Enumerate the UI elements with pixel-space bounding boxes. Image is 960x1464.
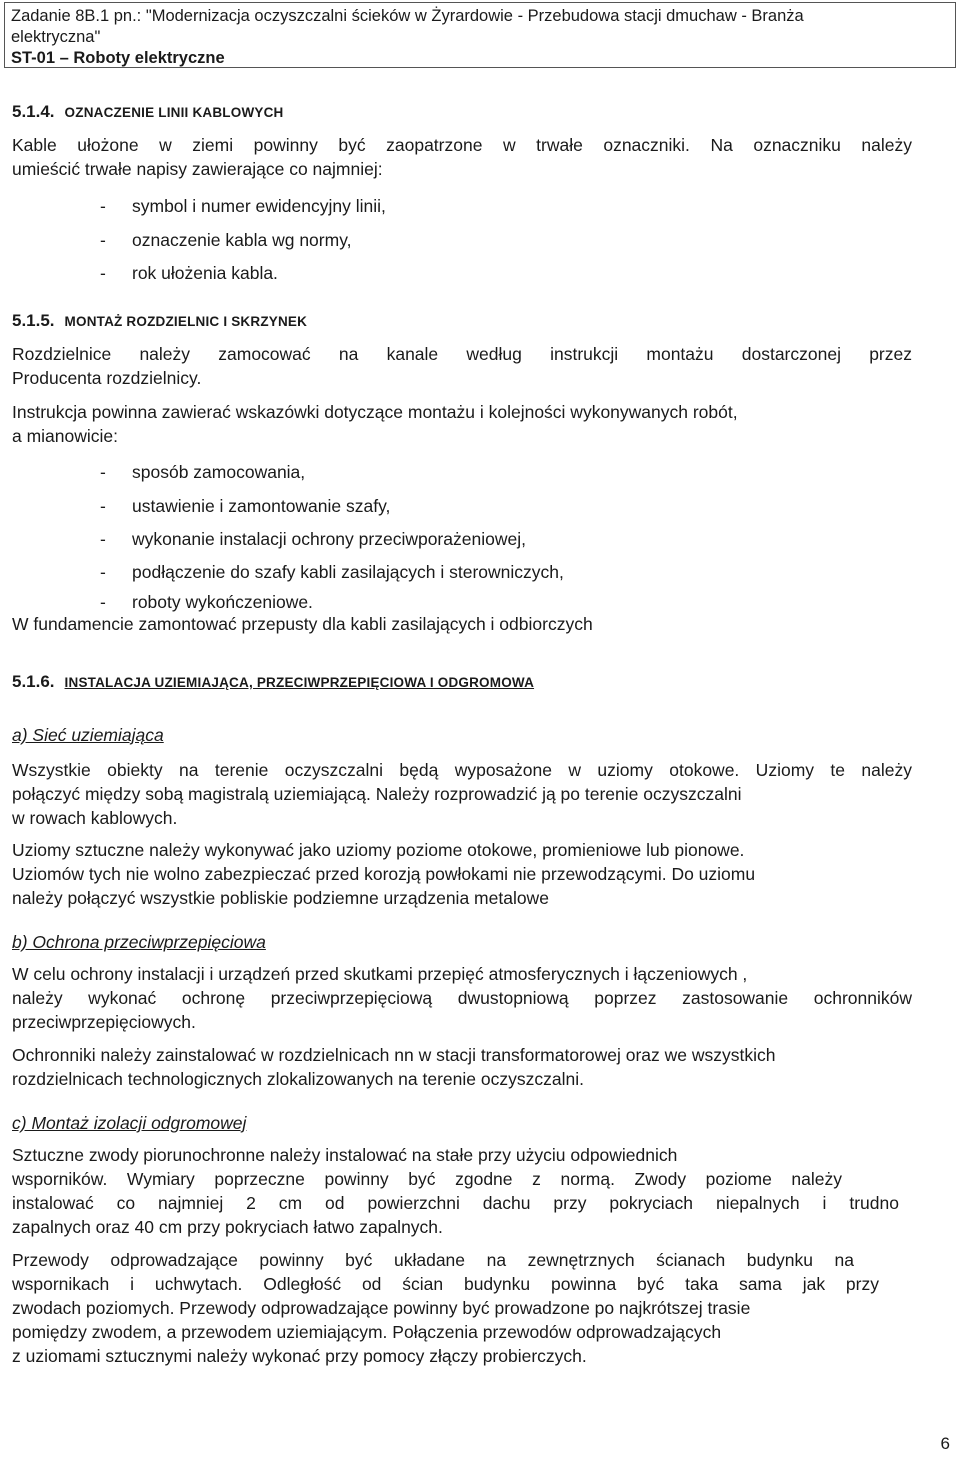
paragraph-line: instalować co najmniej 2 cm od powierzchni dachu przy pokryciach niepalnych i trudno [12,1193,899,1213]
paragraph-line: zapalnych oraz 40 cm przy pokryciach łatwo zapalnych. [12,1217,443,1237]
list-item: - rok ułożenia kabla. [100,263,278,283]
paragraph-line: należy wykonać ochronę przeciwprzepięciową dwustopniową poprzez zastosowanie ochronników [12,988,912,1008]
section-heading-514 [12,100,284,125]
subsection-title: a) Sieć uziemiająca [12,725,164,745]
paragraph-line: wsporników. Wymiary poprzeczne powinny być zgodne z normą. Zwody poziome należy [12,1169,842,1189]
paragraph-line: połączyć między sobą magistralą uziemiającą. Należy rozprowadzić ją po terenie oczyszczalni [12,784,742,804]
page-number: 6 [940,1434,950,1453]
paragraph-line: z uziomami sztucznymi należy wykonać przy pomocy złączy probierczych. [12,1346,587,1366]
list-item: - symbol i numer ewidencyjny linii, [100,196,386,216]
paragraph-line: a mianowicie: [12,426,119,446]
paragraph-line: należy połączyć wszystkie pobliskie podziemne urządzenia metalowe [12,888,549,908]
paragraph-line: W fundamencie zamontować przepusty dla kabli zasilających i odbiorczych [12,614,593,634]
paragraph-line: przeciwprzepięciowych. [12,1012,196,1032]
header-subtitle: ST-01 – Roboty elektryczne [11,49,225,67]
paragraph-line: Instrukcja powinna zawierać wskazówki dotyczące montażu i kolejności wykonywanych robót, [12,402,738,422]
list-item: - sposób zamocowania, [100,462,306,482]
paragraph-line: Rozdzielnice należy zamocować na kanale według instrukcji montażu dostarczonej przez [12,344,912,364]
header-title-line1: Zadanie 8B.1 pn.: "Modernizacja oczyszczalni ścieków w Żyrardowie - Przebudowa stacji dmuchaw - Branża [11,7,804,25]
list-item: - podłączenie do szafy kabli zasilających i sterowniczych, [100,562,564,582]
paragraph-line: Producenta rozdzielnicy. [12,368,202,388]
paragraph-line: w rowach kablowych. [12,808,178,828]
list-item: - wykonanie instalacji ochrony przeciwporażeniowej, [100,529,526,549]
list-item: - oznaczenie kabla wg normy, [100,230,352,250]
list-item: - ustawienie i zamontowanie szafy, [100,496,391,516]
header-title-line2: elektryczna" [11,28,101,46]
paragraph-line: rozdzielnicach technologicznych zlokalizowanych na terenie oczyszczalni. [12,1069,584,1089]
paragraph-line: Kable ułożone w ziemi powinny być zaopatrzone w trwałe oznaczniki. Na oznaczniku należy [12,135,912,155]
paragraph-line: pomiędzy zwodem, a przewodem uziemiającym. Połączenia przewodów odprowadzających [12,1322,722,1342]
section-number: 5.1.4. [12,102,55,121]
paragraph-line: Wszystkie obiekty na terenie oczyszczalni będą wyposażone w uziomy otokowe. Uziomy te należy [12,760,912,780]
section-heading-515: 5.1.5. MONTAŻ ROZDZIELNIC I SKRZYNEK [12,311,308,330]
list-item: - roboty wykończeniowe. [100,592,313,612]
paragraph-line: umieścić trwałe napisy zawierające co najmniej: [12,159,383,179]
paragraph-line: Ochronniki należy zainstalować w rozdzielnicach nn w stacji transformatorowej oraz we wszystkich [12,1045,776,1065]
paragraph-line: Uziomy sztuczne należy wykonywać jako uziomy poziome otokowe, promieniowe lub pionowe. [12,840,745,860]
paragraph-line: wspornikach i uchwytach. Odległość od ścian budynku powinna być taka sama jak przy [12,1274,879,1294]
paragraph-line: zwodach poziomych. Przewody odprowadzające powinny być prowadzone po najkrótszej trasie [12,1298,751,1318]
paragraph-line: Sztuczne zwody piorunochronne należy instalować na stałe przy użyciu odpowiednich [12,1145,678,1165]
document-header [4,2,956,68]
section-heading-516: 5.1.6. INSTALACJA UZIEMIAJĄCA, PRZECIWPRZEPIĘCIOWA I ODGROMOWA [12,672,535,691]
section-title: OZNACZENIE LINII KABLOWYCH [64,105,284,120]
subsection-title: c) Montaż izolacji odgromowej [12,1113,247,1133]
paragraph-line: Przewody odprowadzające powinny być układane na zewnętrznych ścianach budynku na [12,1250,854,1270]
subsection-title: b) Ochrona przeciwprzepięciowa [12,932,266,952]
paragraph-line: W celu ochrony instalacji i urządzeń przed skutkami przepięć atmosferycznych i łączeniowych , [12,964,748,984]
paragraph-line: Uziomów tych nie wolno zabezpieczać przed korozją powłokami nie przewodzącymi. Do uziomu [12,864,756,884]
